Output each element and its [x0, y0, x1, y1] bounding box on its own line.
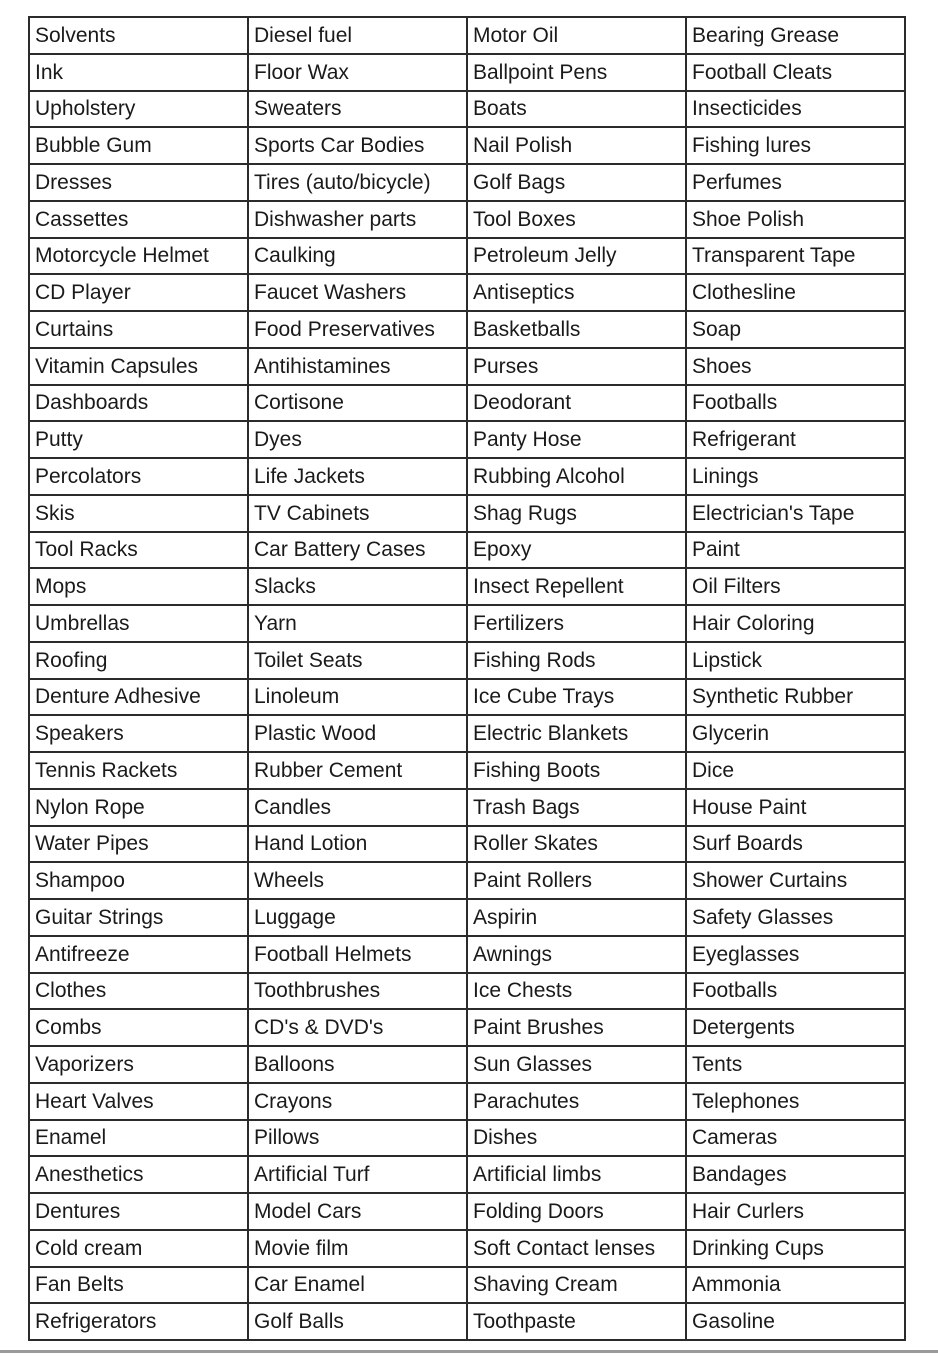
table-cell: Tents	[686, 1046, 905, 1083]
table-row	[29, 385, 905, 422]
table-row	[29, 973, 905, 1010]
table-row	[29, 91, 905, 128]
table-cell: Crayons	[248, 1083, 467, 1120]
table-body	[29, 17, 905, 1340]
table-cell: Electrician's Tape	[686, 495, 905, 532]
table-cell: House Paint	[686, 789, 905, 826]
table-cell: Shag Rugs	[467, 495, 686, 532]
table-cell: CD Player	[29, 274, 248, 311]
table-cell: Balloons	[248, 1046, 467, 1083]
table-cell: Deodorant	[467, 385, 686, 422]
table-cell: Fishing lures	[686, 127, 905, 164]
table-cell: Dashboards	[29, 385, 248, 422]
table-row	[29, 348, 905, 385]
table-cell: Tennis Rackets	[29, 752, 248, 789]
table-cell: Folding Doors	[467, 1193, 686, 1230]
table-cell: Fertilizers	[467, 605, 686, 642]
table-cell: Insect Repellent	[467, 568, 686, 605]
table-cell: Oil Filters	[686, 568, 905, 605]
table-cell: Ballpoint Pens	[467, 54, 686, 91]
table-cell: Dice	[686, 752, 905, 789]
table-cell: Caulking	[248, 238, 467, 275]
table-cell: Perfumes	[686, 164, 905, 201]
table-cell: Dishes	[467, 1120, 686, 1157]
table-cell: Bearing Grease	[686, 17, 905, 54]
table-cell: Linings	[686, 458, 905, 495]
table-row	[29, 605, 905, 642]
table-cell: Tires (auto/bicycle)	[248, 164, 467, 201]
table-cell: Petroleum Jelly	[467, 238, 686, 275]
table-cell: Football Cleats	[686, 54, 905, 91]
table-cell: TV Cabinets	[248, 495, 467, 532]
table-cell: Antiseptics	[467, 274, 686, 311]
table-cell: Car Battery Cases	[248, 532, 467, 569]
table-row	[29, 1083, 905, 1120]
table-cell: Awnings	[467, 936, 686, 973]
table-cell: Water Pipes	[29, 826, 248, 863]
table-cell: Enamel	[29, 1120, 248, 1157]
table-cell: Glycerin	[686, 715, 905, 752]
table-cell: Purses	[467, 348, 686, 385]
table-cell: Refrigerators	[29, 1303, 248, 1340]
table-cell: Dentures	[29, 1193, 248, 1230]
table-cell: CD's & DVD's	[248, 1009, 467, 1046]
table-cell: Anesthetics	[29, 1156, 248, 1193]
table-row	[29, 1303, 905, 1340]
table-cell: Antihistamines	[248, 348, 467, 385]
table-cell: Dyes	[248, 421, 467, 458]
table-cell: Bubble Gum	[29, 127, 248, 164]
table-cell: Ice Cube Trays	[467, 679, 686, 716]
table-cell: Ammonia	[686, 1267, 905, 1304]
table-cell: Drinking Cups	[686, 1230, 905, 1267]
table-cell: Toothbrushes	[248, 973, 467, 1010]
table-cell: Diesel fuel	[248, 17, 467, 54]
table-cell: Fishing Boots	[467, 752, 686, 789]
table-cell: Synthetic Rubber	[686, 679, 905, 716]
table-cell: Parachutes	[467, 1083, 686, 1120]
table-row	[29, 1046, 905, 1083]
table-cell: Artificial Turf	[248, 1156, 467, 1193]
table-cell: Food Preservatives	[248, 311, 467, 348]
table-cell: Upholstery	[29, 91, 248, 128]
table-cell: Model Cars	[248, 1193, 467, 1230]
table-cell: Panty Hose	[467, 421, 686, 458]
table-row	[29, 789, 905, 826]
table-cell: Movie film	[248, 1230, 467, 1267]
table-cell: Slacks	[248, 568, 467, 605]
table-cell: Mops	[29, 568, 248, 605]
table-cell: Lipstick	[686, 642, 905, 679]
table-cell: Cassettes	[29, 201, 248, 238]
table-row	[29, 54, 905, 91]
table-cell: Fan Belts	[29, 1267, 248, 1304]
table-cell: Fishing Rods	[467, 642, 686, 679]
table-row	[29, 311, 905, 348]
table-cell: Shoes	[686, 348, 905, 385]
products-table	[28, 16, 906, 1341]
table-cell: Ice Chests	[467, 973, 686, 1010]
table-cell: Golf Bags	[467, 164, 686, 201]
table-cell: Golf Balls	[248, 1303, 467, 1340]
table-cell: Roofing	[29, 642, 248, 679]
table-cell: Hand Lotion	[248, 826, 467, 863]
table-cell: Vitamin Capsules	[29, 348, 248, 385]
table-cell: Paint	[686, 532, 905, 569]
table-cell: Clothesline	[686, 274, 905, 311]
table-cell: Faucet Washers	[248, 274, 467, 311]
table-cell: Boats	[467, 91, 686, 128]
table-cell: Roller Skates	[467, 826, 686, 863]
table-cell: Cortisone	[248, 385, 467, 422]
table-cell: Tool Racks	[29, 532, 248, 569]
table-cell: Bandages	[686, 1156, 905, 1193]
table-cell: Luggage	[248, 899, 467, 936]
table-cell: Electric Blankets	[467, 715, 686, 752]
table-cell: Paint Rollers	[467, 862, 686, 899]
table-row	[29, 274, 905, 311]
table-cell: Shampoo	[29, 862, 248, 899]
table-cell: Dresses	[29, 164, 248, 201]
table-cell: Epoxy	[467, 532, 686, 569]
table-row	[29, 201, 905, 238]
table-cell: Combs	[29, 1009, 248, 1046]
table-cell: Umbrellas	[29, 605, 248, 642]
table-cell: Antifreeze	[29, 936, 248, 973]
table-row	[29, 642, 905, 679]
table-row	[29, 862, 905, 899]
table-cell: Yarn	[248, 605, 467, 642]
table-cell: Nylon Rope	[29, 789, 248, 826]
table-cell: Sweaters	[248, 91, 467, 128]
table-row	[29, 164, 905, 201]
table-cell: Car Enamel	[248, 1267, 467, 1304]
table-cell: Ink	[29, 54, 248, 91]
table-row	[29, 421, 905, 458]
table-cell: Eyeglasses	[686, 936, 905, 973]
table-cell: Soft Contact lenses	[467, 1230, 686, 1267]
table-cell: Hair Coloring	[686, 605, 905, 642]
table-row	[29, 752, 905, 789]
table-cell: Paint Brushes	[467, 1009, 686, 1046]
table-row	[29, 127, 905, 164]
table-cell: Putty	[29, 421, 248, 458]
table-cell: Transparent Tape	[686, 238, 905, 275]
table-cell: Footballs	[686, 385, 905, 422]
table-cell: Surf Boards	[686, 826, 905, 863]
table-cell: Shower Curtains	[686, 862, 905, 899]
table-cell: Football Helmets	[248, 936, 467, 973]
table-cell: Linoleum	[248, 679, 467, 716]
table-cell: Gasoline	[686, 1303, 905, 1340]
table-cell: Toothpaste	[467, 1303, 686, 1340]
table-cell: Artificial limbs	[467, 1156, 686, 1193]
table-cell: Trash Bags	[467, 789, 686, 826]
table-row	[29, 936, 905, 973]
table-row	[29, 458, 905, 495]
table-row	[29, 826, 905, 863]
table-cell: Shaving Cream	[467, 1267, 686, 1304]
table-cell: Rubber Cement	[248, 752, 467, 789]
table-cell: Vaporizers	[29, 1046, 248, 1083]
table-row	[29, 1120, 905, 1157]
table-cell: Insecticides	[686, 91, 905, 128]
table-cell: Plastic Wood	[248, 715, 467, 752]
table-cell: Basketballs	[467, 311, 686, 348]
table-cell: Detergents	[686, 1009, 905, 1046]
table-cell: Life Jackets	[248, 458, 467, 495]
table-cell: Candles	[248, 789, 467, 826]
table-row	[29, 238, 905, 275]
table-cell: Footballs	[686, 973, 905, 1010]
table-cell: Floor Wax	[248, 54, 467, 91]
page-bottom-divider	[0, 1350, 938, 1353]
table-cell: Hair Curlers	[686, 1193, 905, 1230]
table-row	[29, 532, 905, 569]
table-row	[29, 568, 905, 605]
table-cell: Motorcycle Helmet	[29, 238, 248, 275]
table-cell: Clothes	[29, 973, 248, 1010]
table-cell: Speakers	[29, 715, 248, 752]
table-cell: Nail Polish	[467, 127, 686, 164]
table-row	[29, 495, 905, 532]
table-cell: Safety Glasses	[686, 899, 905, 936]
table-cell: Heart Valves	[29, 1083, 248, 1120]
table-cell: Toilet Seats	[248, 642, 467, 679]
table-cell: Soap	[686, 311, 905, 348]
table-cell: Cameras	[686, 1120, 905, 1157]
table-cell: Rubbing Alcohol	[467, 458, 686, 495]
table-cell: Pillows	[248, 1120, 467, 1157]
table-cell: Wheels	[248, 862, 467, 899]
table-row	[29, 899, 905, 936]
table-row	[29, 1009, 905, 1046]
table-cell: Tool Boxes	[467, 201, 686, 238]
table-cell: Aspirin	[467, 899, 686, 936]
table-cell: Shoe Polish	[686, 201, 905, 238]
table-cell: Denture Adhesive	[29, 679, 248, 716]
table-cell: Motor Oil	[467, 17, 686, 54]
table-cell: Sun Glasses	[467, 1046, 686, 1083]
table-row	[29, 17, 905, 54]
table-cell: Sports Car Bodies	[248, 127, 467, 164]
table-row	[29, 679, 905, 716]
table-cell: Solvents	[29, 17, 248, 54]
table-row	[29, 1230, 905, 1267]
table-cell: Guitar Strings	[29, 899, 248, 936]
table-row	[29, 1193, 905, 1230]
table-cell: Dishwasher parts	[248, 201, 467, 238]
table-row	[29, 1267, 905, 1304]
table-cell: Refrigerant	[686, 421, 905, 458]
table-row	[29, 1156, 905, 1193]
table-cell: Skis	[29, 495, 248, 532]
table-cell: Telephones	[686, 1083, 905, 1120]
table-row	[29, 715, 905, 752]
table-cell: Percolators	[29, 458, 248, 495]
table-cell: Curtains	[29, 311, 248, 348]
table-cell: Cold cream	[29, 1230, 248, 1267]
